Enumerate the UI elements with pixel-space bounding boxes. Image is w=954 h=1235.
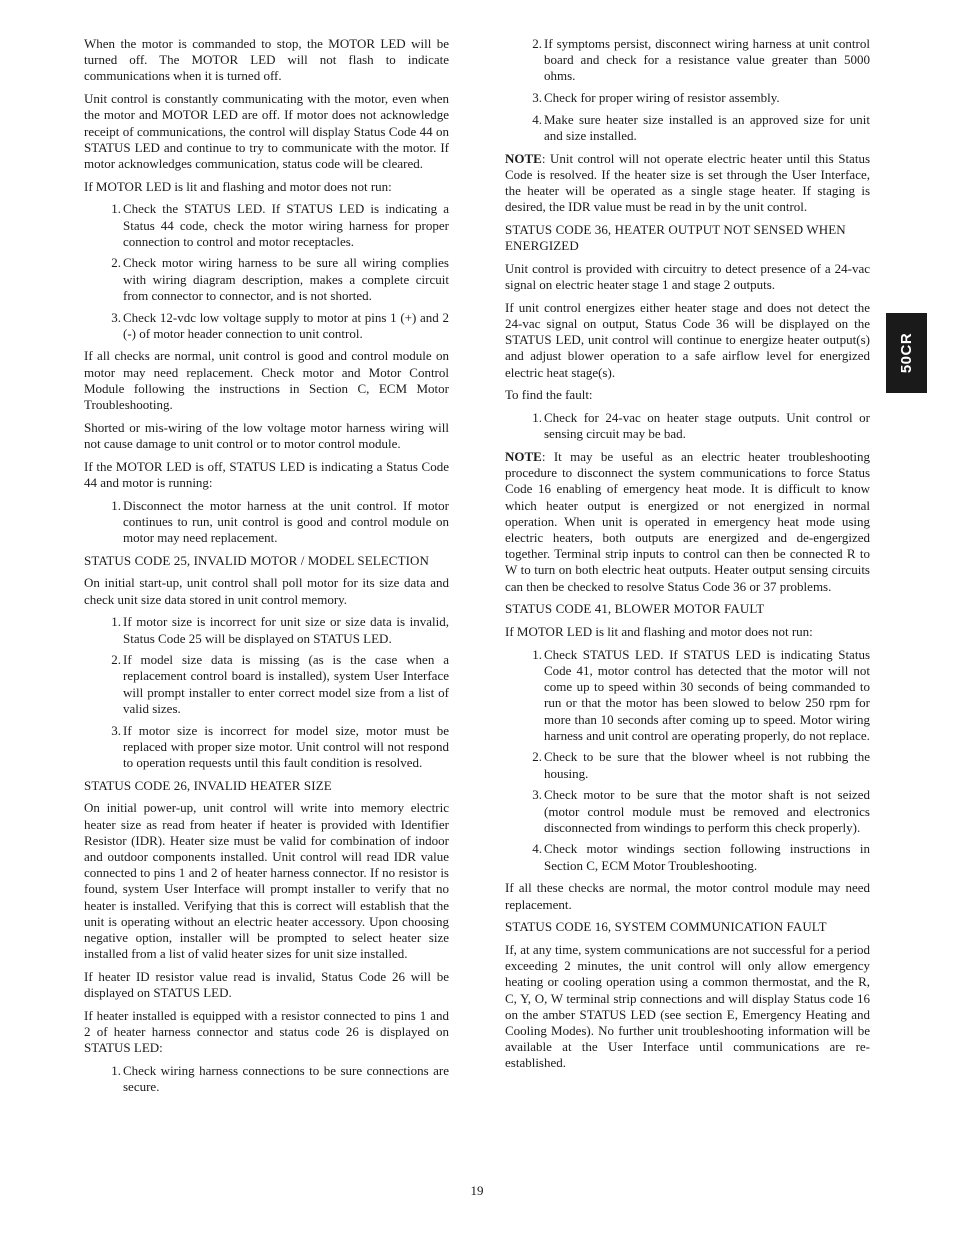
- list-text: Check the STATUS LED. If STATUS LED is indicating a Status 44 code, check the motor wiring harness for proper connection to control and motor receptacles.: [123, 201, 449, 249]
- section-heading: STATUS CODE 26, INVALID HEATER SIZE: [84, 777, 332, 793]
- list-number: 3.: [111, 722, 121, 738]
- list-item: [532, 410, 870, 442]
- numbered-list: [84, 201, 449, 342]
- list-item: [532, 646, 870, 744]
- numbered-list: [505, 410, 870, 442]
- list-item: [111, 652, 449, 717]
- paragraph: Unit control is provided with circuitry to detect presence of a 24-vac signal on electric heater stage 1 and stage 2 outputs.: [505, 260, 870, 293]
- list-number: 4.: [532, 111, 542, 127]
- list-text: Make sure heater size installed is an approved size for unit and size installed.: [544, 111, 870, 144]
- list-text: Check motor windings section following instructions in Section C, ECM Motor Troubleshooting.: [544, 841, 870, 873]
- list-text: Check 12-vdc low voltage supply to motor at pins 1 (+) and 2 (-) of motor header connection to unit control.: [123, 309, 449, 341]
- list-number: 1.: [111, 497, 121, 513]
- note-label: NOTE: [505, 448, 542, 464]
- paragraph: Unit control is constantly communicating with the motor, even when the motor and MOTOR LED are off. If motor does not acknowledge receipt of communications, the control will display Status Code 44 on STATUS LED and continue to try to communicate with the motor. If motor acknowledges communication, status code will be cleared.: [84, 91, 449, 171]
- list-number: 2.: [532, 749, 542, 765]
- note-text: : It may be useful as an electric heater troubleshooting procedure to disconnect the system communications to force Status Code 16 enabling of emergency heat mode. It is difficult to know which heater output is energized or not energized in normal operation. When unit is operated in emergency heat mode using electric heaters, both outputs are energized and de-engergized together. Terminal strip inputs to control can then be connected R to W to turn on both electric heat outputs. Heater output sensing circuits can then be checked to resolve Status Code 36 or 37 problems.: [505, 448, 870, 594]
- section-tab: [886, 313, 927, 393]
- list-item: [532, 111, 870, 144]
- numbered-list: [505, 36, 870, 144]
- list-text: Check motor wiring harness to be sure all wiring complies with wiring diagram description, makes a complete circuit from connector to connector, and is not shorted.: [123, 255, 449, 303]
- list-item: [532, 90, 870, 106]
- list-text: Check to be sure that the blower wheel is not rubbing the housing.: [544, 749, 870, 781]
- list-item: [532, 36, 870, 85]
- list-number: 3.: [532, 90, 542, 106]
- list-text: Check wiring harness connections to be sure connections are secure.: [123, 1062, 449, 1095]
- list-text: Check STATUS LED. If STATUS LED is indicating Status Code 41, motor control has detected that the motor will not come up to speed within 30 seconds of being commanded to run or that the motor has been slowed to below 250 rpm for more than 10 seconds after coming up to speed. Motor wiring harness and unit control are operating properly, do not replace.: [544, 646, 870, 743]
- numbered-list: [84, 498, 449, 547]
- paragraph: If heater ID resistor value read is invalid, Status Code 26 will be displayed on STATUS LED.: [84, 968, 449, 1001]
- list-number: 1.: [111, 614, 121, 630]
- list-text: Check motor to be sure that the motor shaft is not seized (motor control module must be removed and electronics disconnected from windings to perform this check properly).: [544, 787, 870, 835]
- paragraph: If MOTOR LED is lit and flashing and motor does not run:: [505, 624, 813, 639]
- list-item: [532, 841, 870, 873]
- section-heading: STATUS CODE 36, HEATER OUTPUT NOT SENSED WHEN ENERGIZED: [505, 222, 846, 254]
- list-text: Check for proper wiring of resistor assembly.: [544, 90, 780, 106]
- list-item: [111, 497, 449, 547]
- paragraph: If the MOTOR LED is off, STATUS LED is indicating a Status Code 44 and motor is running:: [84, 458, 449, 490]
- list-text: Check for 24-vac on heater stage outputs. Unit control or sensing circuit may be bad.: [544, 410, 870, 442]
- paragraph: Shorted or mis-wiring of the low voltage motor harness wiring will not cause damage to unit control or to motor control module.: [84, 419, 449, 451]
- note-text: : Unit control will not operate electric heater until this Status Code is resolved. If the heater size is set through the User Interface, the heater will be operated as a single stage heater. If staging is desired, the IDR value must be read in by the unit control.: [505, 150, 870, 215]
- right-column: [505, 36, 870, 1078]
- list-number: 1.: [111, 201, 121, 217]
- note-label: NOTE: [505, 150, 542, 166]
- section-tab-label: 50CR: [897, 332, 915, 374]
- list-text: If model size data is missing (as is the case when a replacement control board is installed), system User Interface will prompt installer to enter correct model size from a list of valid sizes.: [123, 652, 449, 716]
- list-text: If symptoms persist, disconnect wiring harness at unit control board and check for a resistance value greater than 5000 ohms.: [544, 36, 870, 84]
- list-item: [532, 787, 870, 836]
- note-paragraph: [505, 449, 870, 595]
- list-text: If motor size is incorrect for model size, motor must be replaced with proper size motor. Unit control will not respond to operation requests until this fault condition is resolved.: [123, 722, 449, 770]
- paragraph: If, at any time, system communications are not successful for a period exceeding 2 minutes, the unit control will only allow emergency heating or cooling operation using a common thermostat, and the R, C, Y, O, W terminal strip connections and will display Status code 16 on the amber STATUS LED (see section E, Emergency Heating and Cooling Modes). No further unit troubleshooting information will be available at the User Interface until communications are re-established.: [505, 941, 870, 1071]
- list-number: 3.: [532, 787, 542, 803]
- list-item: [111, 255, 449, 304]
- list-item: [111, 614, 449, 646]
- list-number: 1.: [532, 410, 542, 426]
- list-number: 4.: [532, 841, 542, 857]
- paragraph: On initial power-up, unit control will write into memory electric heater size as read from heater if heater is provided with Identifier Resistor (IDR). Heater size must be valid for combination of indoor and outdoor components installed. Unit control will read IDR value connected to pins 1 and 2 of heater harness connector. If no resistor is found, system User Interface will prompt installer to verify that no heater is installed. Verifying that this is correct will establish that the unit is operating without an electric heater accessory. Upon choosing negative option, installer will be prompted to select heater size installed from a list of valid heater sizes for unit size installed.: [84, 800, 449, 962]
- paragraph: If all checks are normal, unit control is good and control module on motor may need replacement. Check motor and Motor Control Module following the instructions in Section C, ECM Motor Troubleshooting.: [84, 348, 449, 413]
- list-item: [111, 1062, 449, 1095]
- list-number: 1.: [532, 646, 542, 662]
- paragraph: On initial start-up, unit control shall poll motor for its size data and check unit size data stored in unit control memory.: [84, 575, 449, 607]
- note-paragraph: [505, 151, 870, 216]
- section-heading: STATUS CODE 25, INVALID MOTOR / MODEL SELECTION: [84, 552, 430, 568]
- paragraph: If MOTOR LED is lit and flashing and motor does not run:: [84, 178, 392, 194]
- list-item: [111, 201, 449, 250]
- list-number: 3.: [111, 309, 121, 325]
- paragraph: If all these checks are normal, the motor control module may need replacement.: [505, 880, 870, 912]
- page-number: 19: [470, 1183, 484, 1198]
- list-number: 2.: [532, 36, 542, 51]
- list-number: 1.: [111, 1062, 121, 1078]
- numbered-list: [505, 647, 870, 874]
- section-heading: STATUS CODE 41, BLOWER MOTOR FAULT: [505, 601, 765, 617]
- numbered-list: [84, 1063, 449, 1095]
- list-item: [111, 722, 449, 772]
- paragraph: If heater installed is equipped with a resistor connected to pins 1 and 2 of heater harness connector and status code 26 is displayed on STATUS LED:: [84, 1007, 449, 1056]
- list-item: [532, 749, 870, 781]
- list-item: [111, 309, 449, 342]
- paragraph: If unit control energizes either heater stage and does not detect the 24-vac signal on output, Status Code 36 will be displayed on the STATUS LED, unit control will continue to energize heater output(s) and adjust blower operation to a safe airflow level for energized electric heat stage(s).: [505, 299, 870, 380]
- paragraph: When the motor is commanded to stop, the MOTOR LED will be turned off. The MOTOR LED will not flash to indicate communications when it is turned off.: [84, 36, 449, 84]
- left-column: [84, 36, 449, 1102]
- paragraph: To find the fault:: [505, 387, 593, 403]
- section-heading: STATUS CODE 16, SYSTEM COMMUNICATION FAULT: [505, 919, 827, 935]
- list-number: 2.: [111, 652, 121, 668]
- list-number: 2.: [111, 255, 121, 271]
- list-text: Disconnect the motor harness at the unit control. If motor continues to run, unit control is good and control module on motor may need replacement.: [123, 497, 449, 545]
- numbered-list: [84, 614, 449, 771]
- list-text: If motor size is incorrect for unit size or size data is invalid, Status Code 25 will be displayed on STATUS LED.: [123, 614, 449, 646]
